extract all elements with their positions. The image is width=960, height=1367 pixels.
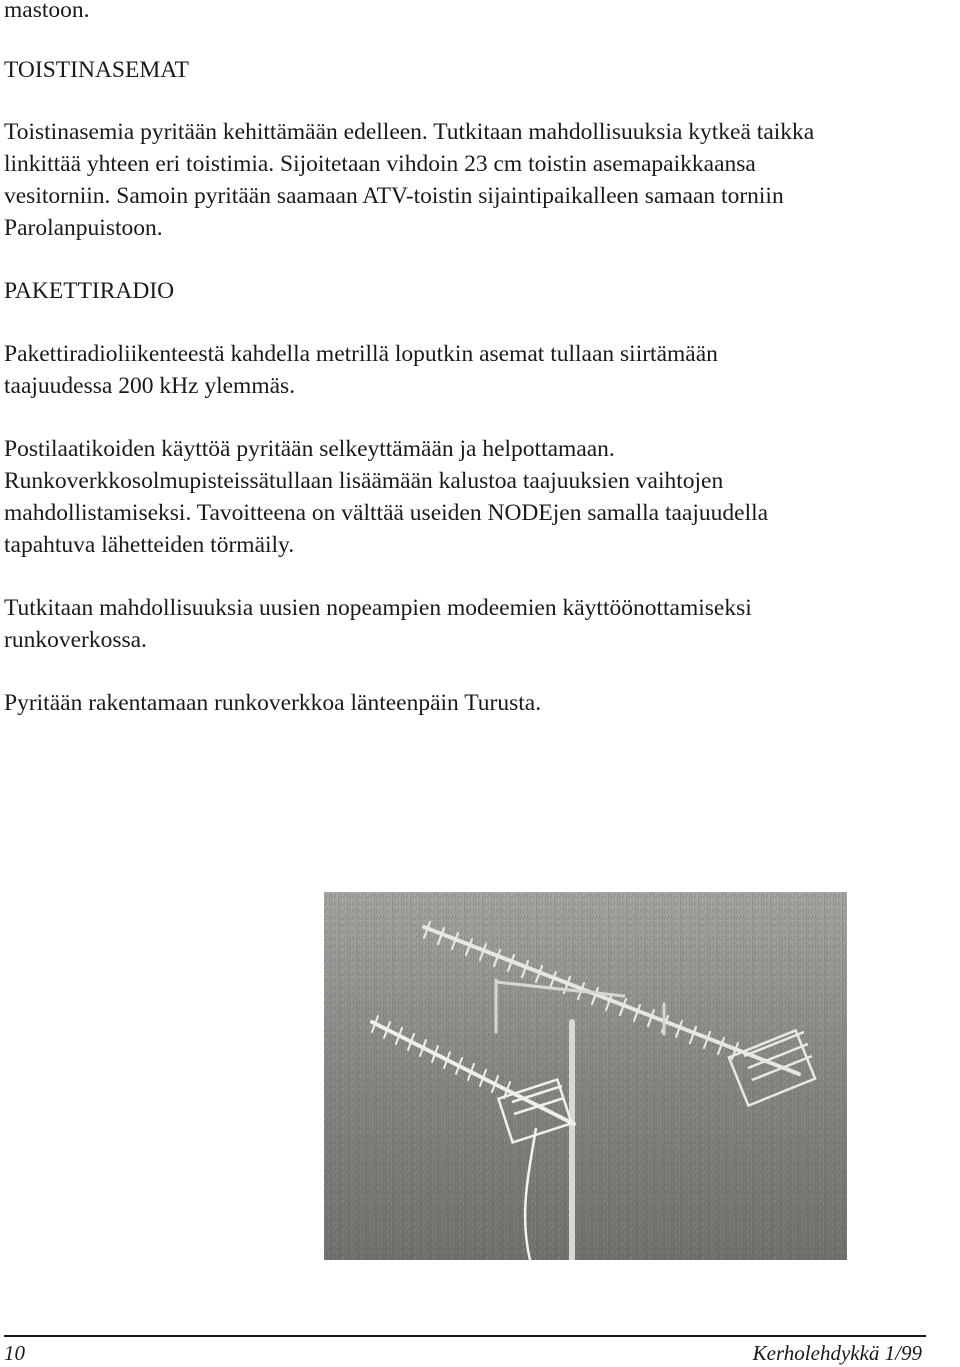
text-line-1: mastoon.: [4, 0, 90, 23]
publication-title: Kerholehdykkä 1/99: [752, 1341, 922, 1365]
text-line-11: Runkoverkkosolmupisteissätullaan lisäämään kalustoa taajuuksien vaihtojen: [4, 468, 724, 494]
text-line-15: runkoverkossa.: [4, 627, 147, 653]
section-heading-toistinasemat: TOISTINASEMAT: [4, 57, 189, 83]
antenna-photo: [324, 892, 847, 1260]
footer-rule: [4, 1335, 926, 1337]
text-line-5: vesitorniin. Samoin pyritään saamaan ATV-toistin sijaintipaikalleen samaan torniin: [4, 183, 784, 209]
text-line-12: mahdollistamiseksi. Tavoitteena on välttää useiden NODEjen samalla taajuudella: [4, 500, 769, 526]
text-line-8: Pakettiradioliikenteestä kahdella metrillä loputkin asemat tullaan siirtämään: [4, 341, 718, 367]
text-line-3: Toistinasemia pyritään kehittämään edelleen. Tutkitaan mahdollisuuksia kytkeä taikka: [4, 119, 815, 145]
text-line-10: Postilaatikoiden käyttöä pyritään selkeyttämään ja helpottamaan.: [4, 436, 615, 462]
text-line-14: Tutkitaan mahdollisuuksia uusien nopeampien modeemien käyttöönottamiseksi: [4, 595, 752, 621]
text-line-13: tapahtuva lähetteiden törmäily.: [4, 532, 295, 558]
section-heading-pakettiradio: PAKETTIRADIO: [4, 278, 175, 304]
text-line-16: Pyritään rakentamaan runkoverkkoa länteenpäin Turusta.: [4, 690, 542, 716]
text-line-9: taajuudessa 200 kHz ylemmäs.: [4, 373, 296, 399]
text-line-4: linkittää yhteen eri toistimia. Sijoitetaan vihdoin 23 cm toistin asemapaikkaansa: [4, 151, 756, 177]
text-line-6: Parolanpuistoon.: [4, 215, 163, 241]
antenna-photo-illustration: [324, 892, 847, 1260]
page-number: 10: [4, 1341, 25, 1365]
